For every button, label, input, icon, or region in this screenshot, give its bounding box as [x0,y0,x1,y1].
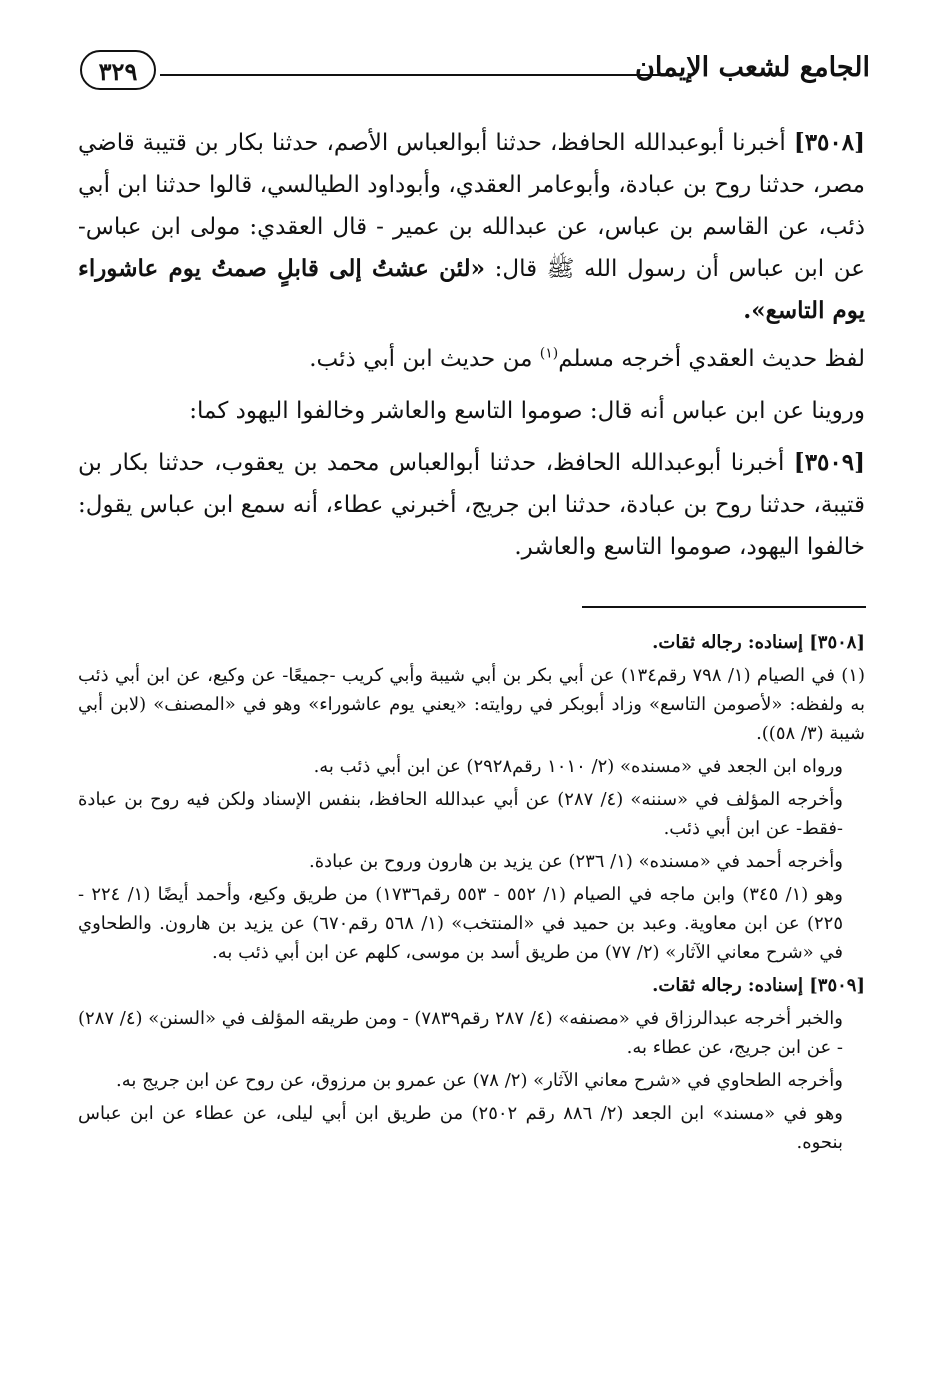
hadith-number-3509: [٣٥٠٩] [793,449,865,476]
note-line: وأخرجه المؤلف في «سننه» (٤/ ٢٨٧) عن أبي عبدالله الحافظ، بنفس الإسناد ولكن فيه روح بن عبادة -فقط- عن ابن أبي ذئب. [78,789,843,839]
footnote-ref-1: (١) [539,345,559,362]
header-rule [160,74,660,76]
hadith-3509 [78,442,865,568]
main-text [78,122,865,578]
footnote-1: (١) في الصيام (١/ ٧٩٨ رقم١٣٤) عن أبي بكر بن أبي شيبة وأبي كريب -جميعًا- عن وكيع، عن ابن أبي ذئب به ولفظه: «لأصومن التاسع» وزاد أبوبكر في روايته: «يعني يوم عاشوراء» وهو في «المصنف» (لابن أبي شيبة (٣/ ٥٨)). [78,665,865,744]
footnote-separator [582,606,866,608]
note-line: والخبر أخرجه عبدالرزاق في «مصنفه» (٤/ ٢٨٧ رقم٧٨٣٩) - ومن طريقه المؤلف في «السنن» (٤/ ٢٨٧) - عن ابن جريج، عن عطاء به. [78,1008,843,1058]
paragraph-ibn-abbas-text: وروينا عن ابن عباس أنه قال: صوموا التاسع والعاشر وخالفوا اليهود كما: [189,398,865,424]
paragraph-muslim [78,338,865,380]
note-line: وهو (١/ ٣٤٥) وابن ماجه في الصيام (١/ ٥٥٢ - ٥٥٣ رقم١٧٣٦) من طريق وكيع، وأحمد أيضًا (١/ ٢٢٤ - ٢٢٥) عن ابن معاوية. وعبد بن حميد في «المنتخب» (١/ ٥٦٨ رقم٦٧٠) عن يزيد بن هارون. والطحاوي في «شرح معاني الآثار» (٢/ ٧٧) من طريق أسد بن موسى، كلهم عن ابن أبي ذئب به. [78,884,843,963]
footnotes [78,628,865,1161]
note-line: وأخرجه الطحاوي في «شرح معاني الآثار» (٢/ ٧٨) عن عمرو بن مرزوق، عن روح عن ابن جريج به. [116,1070,843,1091]
page-header [80,48,870,100]
hadith-number-3508: [٣٥٠٨] [793,129,866,156]
hadith-3509-text: أخبرنا أبوعبدالله الحافظ، حدثنا أبوالعباس محمد بن يعقوب، حدثنا بكار بن قتيبة، حدثنا روح بن عبادة، حدثنا ابن جريج، أخبرني عطاء، أنه سمع ابن عباس يقول: خالفوا اليهود، صوموا التاسع والعاشر. [78,450,865,560]
note-3508-heading: [٣٥٠٨] إسناده: رجاله ثقات. [652,632,865,653]
paragraph-muslim-b: من حديث ابن أبي ذئب. [309,346,533,372]
paragraph-muslim-a: لفظ حديث العقدي أخرجه مسلم [558,346,865,372]
book-title: الجامع لشعب الإيمان [635,52,870,83]
page-number: ٣٢٩ [80,50,156,90]
note-line: ورواه ابن الجعد في «مسنده» (٢/ ١٠١٠ رقم٢٩٢٨) عن ابن أبي ذئب به. [313,756,843,777]
hadith-3508 [78,122,865,332]
hadith-3508-text: أخبرنا أبوعبدالله الحافظ، حدثنا أبوالعباس الأصم، حدثنا بكار بن قتيبة قاضي مصر، حدثنا روح بن عبادة، وأبوعامر العقدي، وأبوداود الطيالسي، قالوا حدثنا ابن أبي ذئب، عن القاسم بن عباس، عن عبدالله بن عمير - قال العقدي: مولى ابن عباس- عن ابن عباس أن رسول الله ﷺ قال: [78,130,865,282]
hadith-3508-quote: «لئن عشتُ إلى قابلٍ صمتُ يوم عاشوراء يوم التاسع». [78,255,865,324]
note-line: وأخرجه أحمد في «مسنده» (١/ ٢٣٦) عن يزيد بن هارون وروح بن عبادة. [308,851,843,872]
note-3509-heading: [٣٥٠٩] إسناده: رجاله ثقات. [652,975,865,996]
paragraph-ibn-abbas [78,390,865,432]
note-line: وهو في «مسند» ابن الجعد (٢/ ٨٨٦ رقم ٢٥٠٢) من طريق ابن أبي ليلى، عن عطاء عن ابن عباس بنحوه. [78,1103,843,1153]
